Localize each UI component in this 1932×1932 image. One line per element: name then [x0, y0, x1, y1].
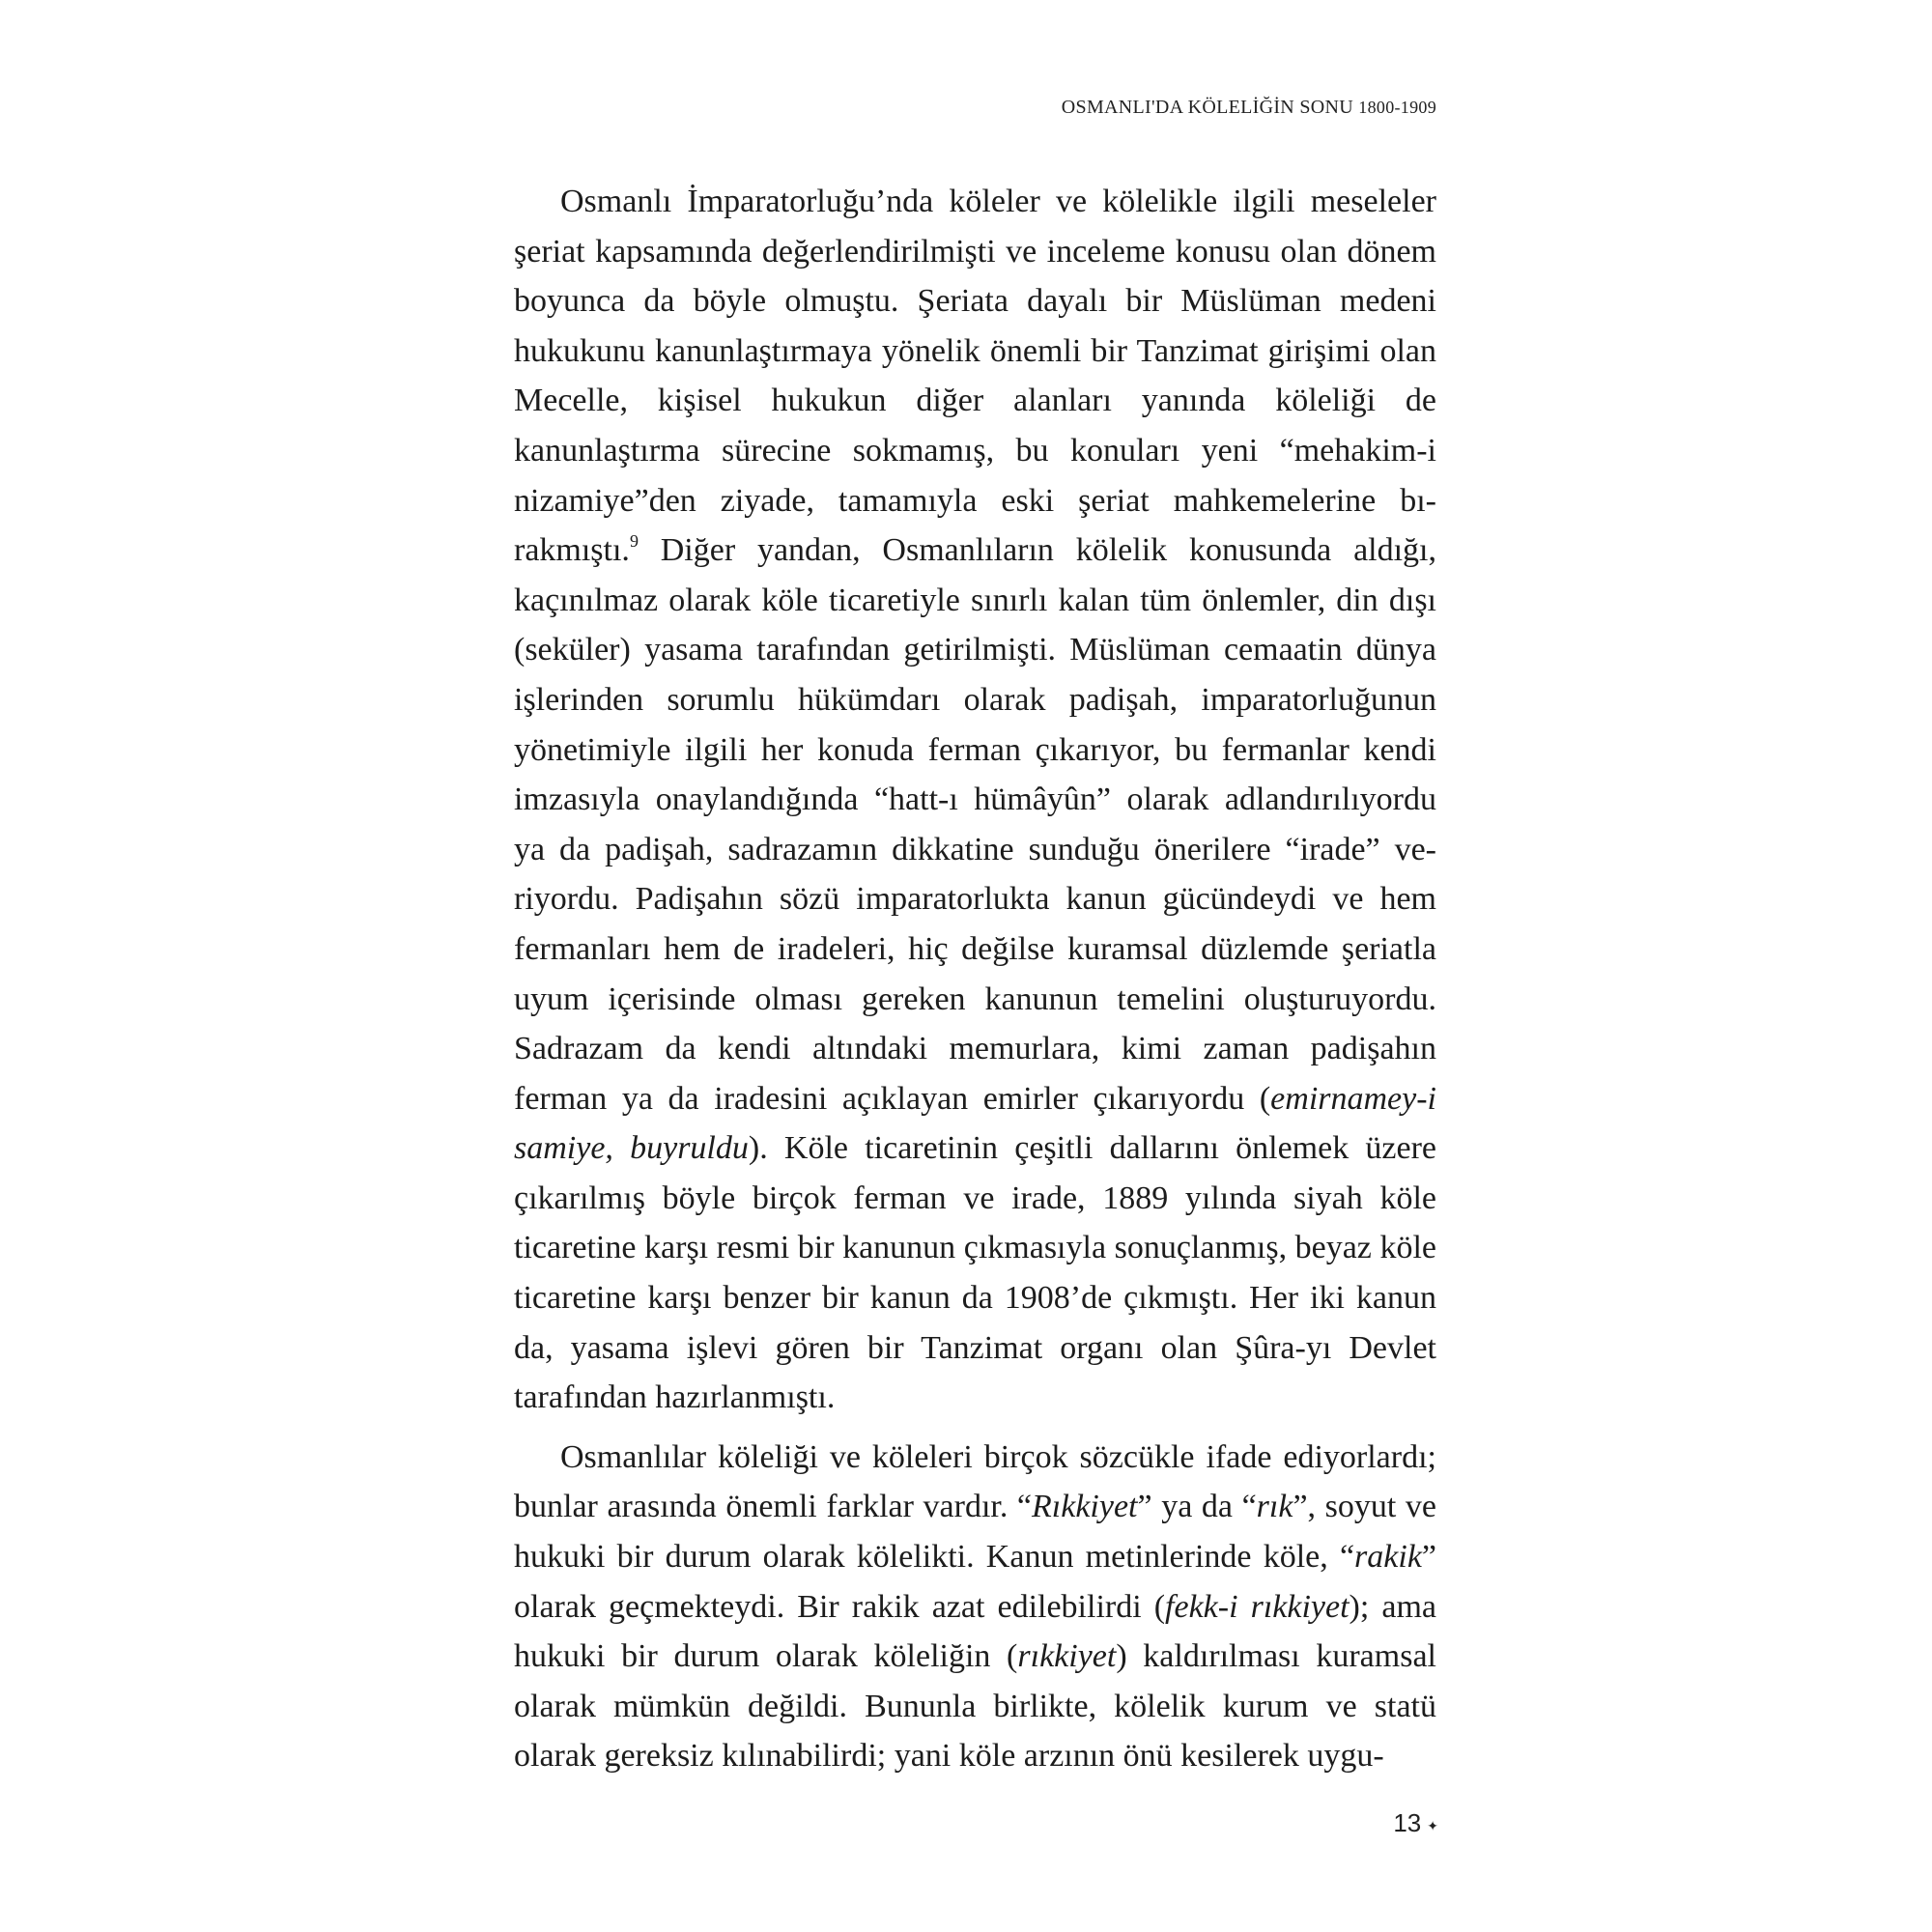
footnote-reference: 9 — [629, 531, 639, 552]
paragraph-2-text-d: ” olarak geçmekteydi. Bir rakik azat edilebilirdi ( — [514, 1539, 1436, 1625]
paragraph-1 — [514, 177, 1436, 1423]
paragraph-1-text-b: Diğer yandan, Osmanlıların kölelik konusunda aldığı, kaçınılmaz olarak köle ticaretiyle sınırlı kalan tüm önlemler, din dışı (seküler) yasama tarafından getirilmişti. Müslüman cemaatin dünya işlerinden sorumlu hükümdarı olarak padişah, imparatorluğunun yönetimiyle ilgili her konuda ferman çıkarıyor, bu fermanlar kendi imzasıyla onaylandığında “hatt-ı hümâyûn” olarak adlandırılıyordu ya da padişah, sadrazamın dikkatine sunduğu önerilere “irade” ve-riyordu. Padişahın sözü imparatorlukta kanun gücündeydi ve hem fermanları hem de iradeleri, hiç değilse kuramsal düzlemde şeriatla uyum içerisinde olması gereken kanunun temelini oluşturuyordu. Sadrazam da kendi altındaki memurlara, kimi zaman padişahın ferman ya da iradesini açıklayan emirler çıkarıyordu ( — [514, 532, 1436, 1117]
page-number: 13 — [1393, 1808, 1422, 1837]
body-text — [514, 177, 1436, 1781]
star-ornament-icon: ✦ — [1427, 1818, 1438, 1833]
italic-term: fekk-i rıkkiyet — [1165, 1588, 1350, 1625]
paragraph-2 — [514, 1433, 1436, 1781]
running-head-years: 1800-1909 — [1358, 98, 1436, 117]
paragraph-2-text-c: ”, soyut ve hukuki bir durum olarak kölelikti. Kanun metinlerinde köle, “ — [514, 1489, 1436, 1576]
paragraph-1-text-a: Osmanlı İmparatorluğu’nda köleler ve kölelikle ilgili meseleler şeriat kapsamında değerlendirilmişti ve inceleme konusu olan dönem boyunca da böyle olmuştu. Şeriata dayalı bir Müslüman medeni hukukunu kanunlaştırmaya yönelik önemli bir Tanzimat girişimi olan Mecelle, kişisel hukukun diğer alanları yanında köleliği de kanunlaştırma sürecine sokmamış, bu konuları yeni “mehakim-i nizamiye”den ziyade, tamamıyla eski şeriat mahkemelerine bı-rakmıştı. — [514, 184, 1436, 569]
italic-term: rıkkiyet — [1017, 1638, 1117, 1675]
paragraph-2-text-b: ” ya da “ — [1137, 1489, 1257, 1525]
italic-term: rakik — [1354, 1539, 1422, 1576]
italic-term: Rıkkiyet — [1032, 1489, 1138, 1525]
paragraph-2-text-a: Osmanlılar köleliği ve köleleri birçok sözcükle ifade ediyorlardı; bunlar arasında önemli farklar vardır. “ — [514, 1438, 1436, 1525]
paragraph-2-text-e: ); ama hukuki bir durum olarak köleliğin ( — [514, 1588, 1436, 1675]
running-head — [514, 97, 1436, 119]
paragraph-1-text-c: ). Köle ticaretinin çeşitli dallarını önlemek üzere çıkarılmış böyle birçok ferman ve irade, 1889 yılında siyah köle ticaretine karşı resmi bir kanunun çıkmasıyla sonuçlanmış, beyaz köle ticaretine karşı benzer bir kanun da 1908’de çıkmıştı. Her iki kanun da, yasama işlevi gören bir Tanzimat organı olan Şûra-yı Devlet tarafından hazırlanmıştı. — [514, 1130, 1436, 1416]
page-folio — [1256, 1808, 1438, 1838]
paragraph-2-text-f: ) kaldırılması kuramsal olarak mümkün değildi. Bununla birlikte, kölelik kurum ve statü olarak gereksiz kılınabilirdi; yani köle arzının önü kesilerek uygu- — [514, 1638, 1436, 1775]
italic-term: emirnamey-i samiye, buyruldu — [514, 1080, 1436, 1167]
italic-term: rık — [1256, 1489, 1293, 1525]
running-head-title: OSMANLI'DA KÖLELİĞİN SONU — [1061, 97, 1353, 118]
